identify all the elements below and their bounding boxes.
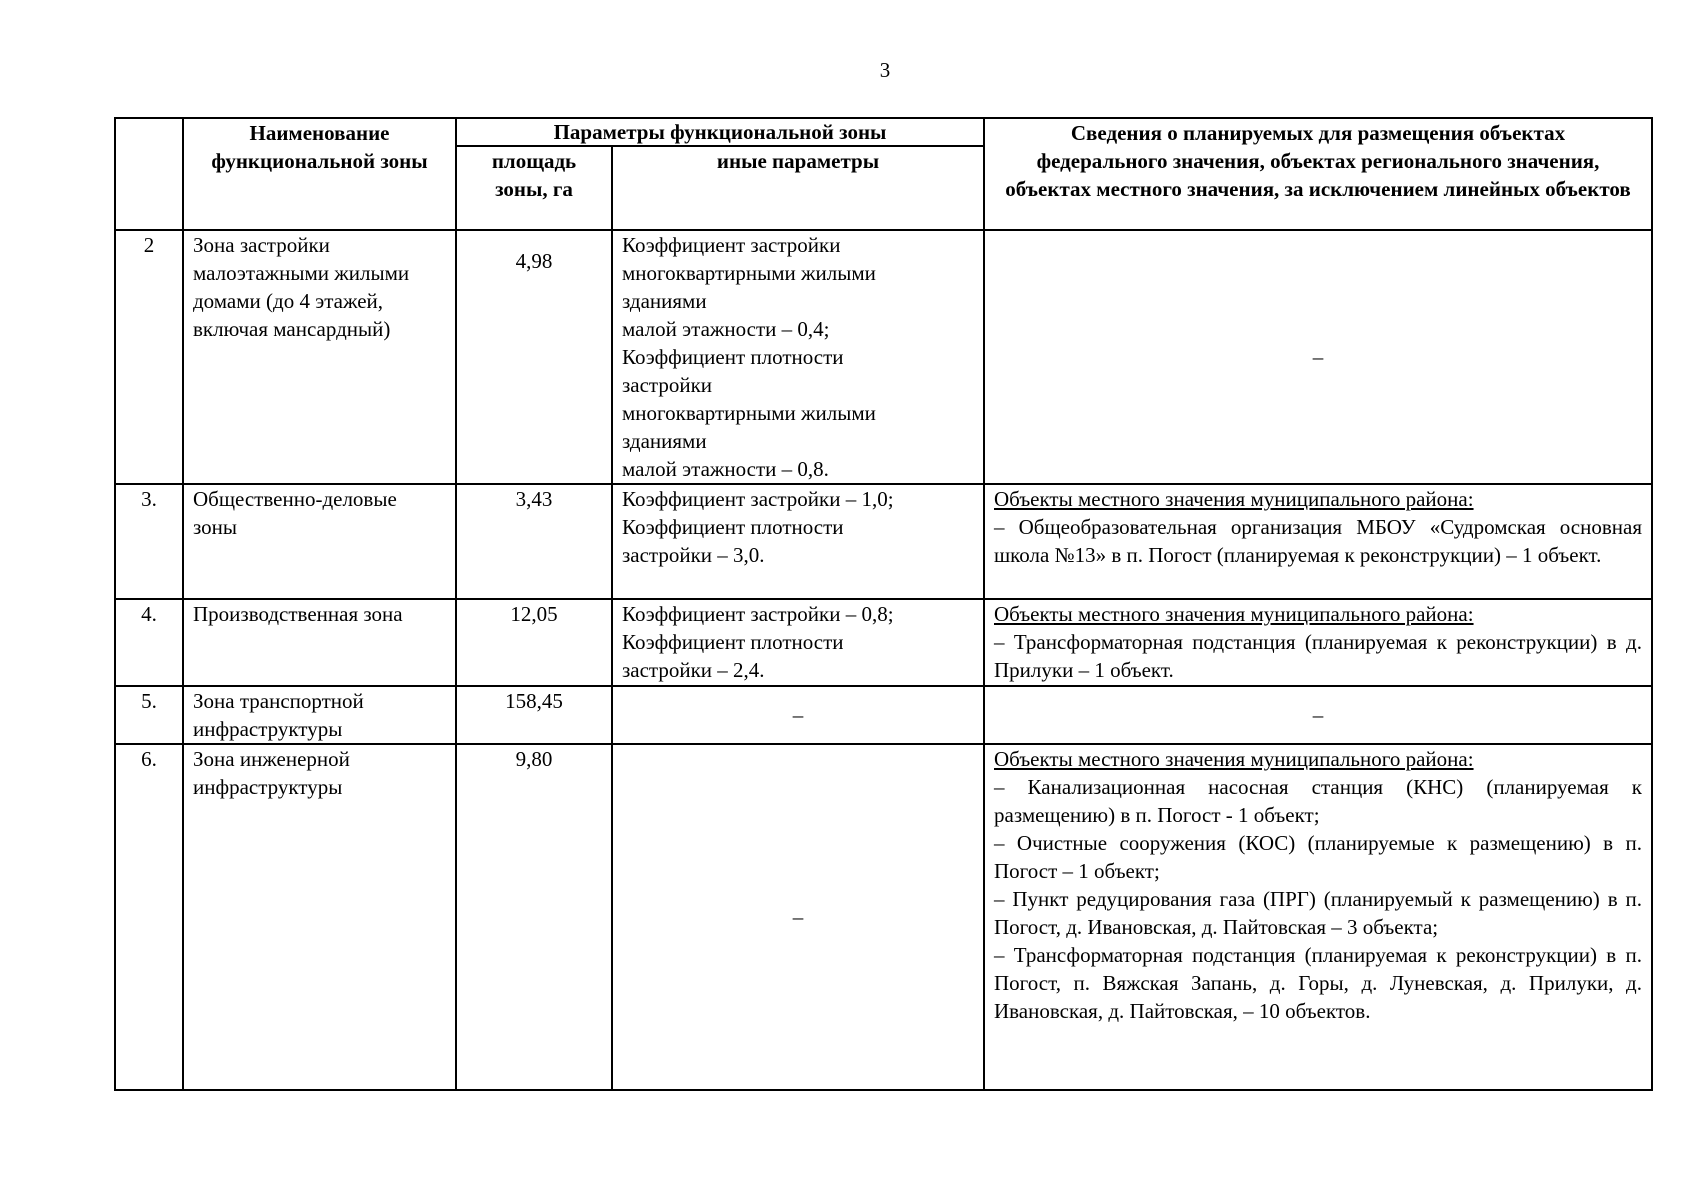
param-line: многоквартирными жилыми xyxy=(622,401,876,425)
param-line: зданиями xyxy=(622,429,707,453)
table-row xyxy=(115,230,1652,484)
header-zone-name: Наименование функциональной зоны xyxy=(183,118,456,230)
param-line: зданиями xyxy=(622,289,707,313)
header-num xyxy=(115,118,183,230)
planned-objects-heading: Объекты местного значения муниципального района: xyxy=(994,487,1474,511)
table-row xyxy=(115,744,1652,1090)
row-number: 6. xyxy=(115,744,183,1090)
page-number: 3 xyxy=(879,58,891,82)
zone-name: Производственная зона xyxy=(183,599,456,686)
zone-area: 12,05 xyxy=(456,599,612,686)
zone-area: 3,43 xyxy=(456,484,612,599)
zone-name: Зона застройки малоэтажными жилыми домами (до 4 этажей, включая мансардный) xyxy=(183,230,456,484)
planned-objects xyxy=(984,599,1652,686)
param-line: малой этажности – 0,8. xyxy=(622,457,829,481)
zone-area: 9,80 xyxy=(456,744,612,1090)
table-row xyxy=(115,686,1652,744)
param-line: Коэффициент плотности xyxy=(622,515,844,539)
functional-zones-table xyxy=(114,117,1653,1091)
planned-objects xyxy=(984,484,1652,599)
zone-params xyxy=(612,599,984,686)
planned-objects-heading: Объекты местного значения муниципального района: xyxy=(994,602,1474,626)
zone-params xyxy=(612,484,984,599)
row-number: 2 xyxy=(115,230,183,484)
param-line: застройки – 3,0. xyxy=(622,543,765,567)
zone-name: Зона транспортной инфраструктуры xyxy=(183,686,456,744)
param-line: Коэффициент плотности xyxy=(622,630,844,654)
header-zone-params: Параметры функциональной зоны xyxy=(456,118,984,146)
row-number: 3. xyxy=(115,484,183,599)
param-line: многоквартирными жилыми xyxy=(622,261,876,285)
planned-object-item: – Пункт редуцирования газа (ПРГ) (планируемый к размещению) в п. Погост, д. Ивановская, д. Пайтовская – 3 объекта; xyxy=(994,887,1642,939)
param-line: застройки – 2,4. xyxy=(622,658,765,682)
param-line: застройки xyxy=(622,373,713,397)
param-line: Коэффициент застройки – 0,8; xyxy=(622,602,894,626)
header-area: площадь зоны, га xyxy=(456,146,612,230)
zone-params xyxy=(612,230,984,484)
zone-name: Зона инженерной инфраструктуры xyxy=(183,744,456,1090)
param-line: малой этажности – 0,4; xyxy=(622,317,830,341)
planned-object-item: – Трансформаторная подстанция (планируемая к реконструкции) в д. Прилуки – 1 объект. xyxy=(994,630,1642,682)
table-row xyxy=(115,599,1652,686)
planned-object-item: – Трансформаторная подстанция (планируемая к реконструкции) в п. Погост, п. Вяжская Запань, д. Горы, д. Луневская, д. Прилуки, д. Ивановская, д. Пайтовская, – 10 объектов. xyxy=(994,943,1642,1023)
planned-object-item: – Канализационная насосная станция (КНС) (планируемая к размещению) в п. Погост - 1 объект; xyxy=(994,775,1642,827)
header-row xyxy=(115,118,1652,146)
param-line: Коэффициент застройки xyxy=(622,233,841,257)
zone-area: 158,45 xyxy=(456,686,612,744)
table-row xyxy=(115,484,1652,599)
param-line: Коэффициент плотности xyxy=(622,345,844,369)
zone-params-empty: – xyxy=(612,744,984,1090)
planned-objects xyxy=(984,744,1652,1090)
zone-name: Общественно-деловые зоны xyxy=(183,484,456,599)
header-other-params: иные параметры xyxy=(612,146,984,230)
header-planned-objects: Сведения о планируемых для размещения объектах федерального значения, объектах регионального значения, объектах местного значения, за исключением линейных объектов xyxy=(984,118,1652,230)
row-number: 4. xyxy=(115,599,183,686)
planned-objects-empty: – xyxy=(984,230,1652,484)
param-line: Коэффициент застройки – 1,0; xyxy=(622,487,894,511)
row-number: 5. xyxy=(115,686,183,744)
zone-params-empty: – xyxy=(612,686,984,744)
planned-object-item: – Общеобразовательная организация МБОУ «Судромская основная школа №13» в п. Погост (планируемая к реконструкции) – 1 объект. xyxy=(994,515,1642,567)
planned-objects-empty: – xyxy=(984,686,1652,744)
zone-area: 4,98 xyxy=(456,230,612,484)
planned-object-item: – Очистные сооружения (КОС) (планируемые к размещению) в п. Погост – 1 объект; xyxy=(994,831,1642,883)
planned-objects-heading: Объекты местного значения муниципального района: xyxy=(994,747,1474,771)
